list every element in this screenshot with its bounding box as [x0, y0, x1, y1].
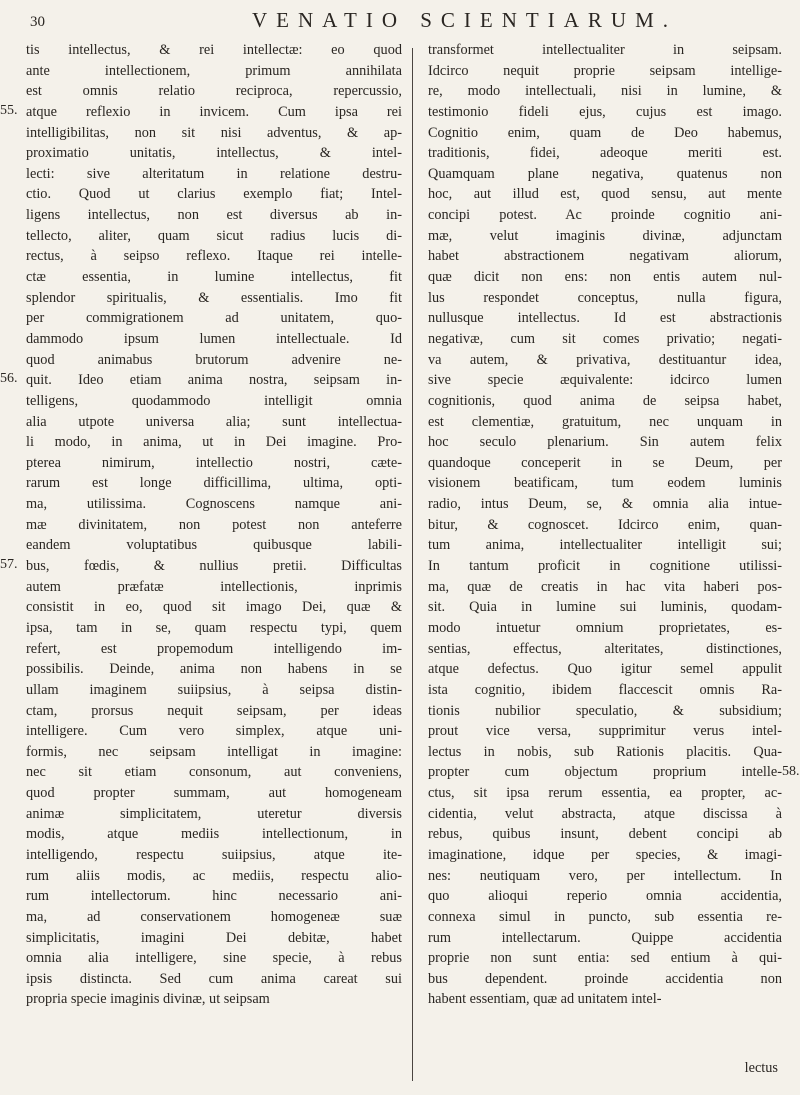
text-line: nullusque intellectus. Id est abstractionis: [428, 310, 782, 327]
text-line: re, modo intellectuali, nisi in lumine, &: [428, 83, 782, 100]
text-line: In tantum proficit in cognitione utilissi-: [428, 558, 782, 575]
text-line: intelligibilitas, non sit nisi adventus, & ap-: [26, 124, 402, 141]
text-line: va autem, & privativa, destituantur idea,: [428, 351, 782, 368]
text-line: ista cognitio, ibidem flaccescit omnis Ra-: [428, 681, 782, 698]
text-line: habent essentiam, quæ ad unitatem intel-: [428, 991, 662, 1008]
text-line: intelligendo, respectu suiipsius, atque ite-: [26, 846, 402, 863]
text-line: quit. Ideo etiam anima nostra, seipsam in-: [26, 372, 402, 389]
text-line: proximatio unitatis, intellectus, & intel-: [26, 145, 402, 162]
text-line: animæ simplicitatem, uteretur diversis: [26, 805, 402, 822]
text-line: bitur, & cognoscet. Idcirco enim, quan-: [428, 516, 782, 533]
text-line: est omnis relatio reciproca, repercussio,: [26, 83, 402, 100]
text-line: Cognitio enim, quam de Deo habemus,: [428, 124, 782, 141]
text-line: nes: neutiquam vero, per intellectum. In: [428, 867, 782, 884]
text-line: rum aliis modis, ac mediis, respectu alio-: [26, 867, 402, 884]
text-line: intelligere. Cum vero simplex, atque uni-: [26, 723, 402, 740]
text-line: pterea nimirum, intellectio nostri, cæte-: [26, 454, 402, 471]
text-line: simplicitatis, imagini Dei debitæ, habet: [26, 929, 402, 946]
paragraph-number: 58.: [782, 763, 800, 779]
text-line: telligens, quodammodo intelligit omnia: [26, 392, 402, 409]
text-line: habet abstractionem negativam aliorum,: [428, 248, 782, 265]
text-line: bus dependent. proinde accidentia non: [428, 970, 782, 987]
text-line: ullam imaginem suiipsius, à seipsa distin-: [26, 681, 402, 698]
text-line: refert, est propemodum intelligendo im-: [26, 640, 402, 657]
text-line: quæ dicit non ens: non entis autem nul-: [428, 269, 782, 286]
text-line: ctus, sit ipsa rerum essentia, ea propter, ac-: [428, 785, 782, 802]
text-line: quandoque conceperit in se Deum, per: [428, 454, 782, 471]
text-line: ctæ essentia, in lumine intellectus, fit: [26, 269, 402, 286]
text-line: negativæ, cum sit comes privatio; negati-: [428, 330, 782, 347]
text-line: imaginatione, idque per species, & imagi-: [428, 846, 782, 863]
text-line: quo alioqui reperio omnia accidentia,: [428, 888, 782, 905]
text-line: tionis nubilior speculatio, & subsidium;: [428, 702, 782, 719]
text-line: tellecto, aliter, quam sicut radius lucis di-: [26, 227, 402, 244]
text-line: Quamquam plane negativa, quatenus non: [428, 165, 782, 182]
text-line: proprie non sunt entia: sed entium à qui-: [428, 950, 782, 967]
text-line: lectus in nobis, sub Rationis placitis. Qua-: [428, 743, 782, 760]
text-line: concipi potest. Ac proinde cognitio ani-: [428, 207, 782, 224]
text-line: Idcirco nequit proprie seipsam intellige-: [428, 62, 782, 79]
text-line: ctam, prorsus nequit seipsam, per ideas: [26, 702, 402, 719]
text-line: autem præfatæ intellectionis, inprimis: [26, 578, 402, 595]
text-line: dammodo ipsum lumen intellectuale. Id: [26, 330, 402, 347]
column-divider: [412, 48, 413, 1081]
text-line: ctio. Quod ut clarius exemplo fiat; Intel-: [26, 186, 402, 203]
text-line: sentias, effectus, alteritates, distinctiones,: [428, 640, 782, 657]
text-line: quod animabus brutorum advenire ne-: [26, 351, 402, 368]
running-title: VENATIO SCIENTIARUM.: [252, 8, 677, 32]
text-line: sive specie æquivalente: idcirco lumen: [428, 372, 782, 389]
text-line: ma, utilissima. Cognoscens namque ani-: [26, 496, 402, 513]
text-line: propter cum objectum proprium intelle-: [428, 764, 782, 781]
page-number: 30: [30, 14, 45, 30]
text-line: possibilis. Deinde, anima non habens in se: [26, 661, 402, 678]
text-line: ipsis distincta. Sed cum anima careat sui: [26, 970, 402, 987]
text-line: alia utpote universa alia; sunt intellectua-: [26, 413, 402, 430]
text-line: testimonio fideli ejus, cujus est imago.: [428, 103, 782, 120]
text-line: cidentia, velut abstracta, atque discissa à: [428, 805, 782, 822]
text-line: mæ divinitatem, non potest non anteferre: [26, 516, 402, 533]
text-line: omnia alia intelligere, sine specie, à rebus: [26, 950, 402, 967]
text-line: per commigrationem ad unitatem, quo-: [26, 310, 402, 327]
text-line: consistit in eo, quod sit imago Dei, quæ &: [26, 599, 402, 616]
text-line: est clementiæ, gratuitum, nec unquam in: [428, 413, 782, 430]
text-line: splendor spiritualis, & essentialis. Imo fit: [26, 289, 402, 306]
catchword: lectus: [744, 1060, 778, 1076]
text-line: propria specie imaginis divinæ, ut seipsam: [26, 991, 270, 1008]
text-line: ante intellectionem, primum annihilata: [26, 62, 402, 79]
text-line: cognitionis, quod anima de seipsa habet,: [428, 392, 782, 409]
text-line: modo intuetur omnium proprietates, es-: [428, 619, 782, 636]
text-line: radio, intus Deum, se, & omnia alia intue-: [428, 496, 782, 513]
text-line: hoc seculo plenarium. Sin autem felix: [428, 434, 782, 451]
text-line: ma, quæ de creatis in hac vita haberi pos-: [428, 578, 782, 595]
left-text-column: [26, 40, 402, 1010]
text-line: tis intellectus, & rei intellectæ: eo quod: [26, 42, 402, 58]
page-header: [22, 6, 780, 40]
text-line: sit. Quia in lumine sui luminis, quodam-: [428, 599, 782, 616]
text-line: rectus, à seipso reflexo. Itaque rei intelle-: [26, 248, 402, 265]
text-line: rum intellectarum. Quippe accidentia: [428, 929, 782, 946]
text-line: rum intellectorum. hinc necessario ani-: [26, 888, 402, 905]
text-line: modis, atque mediis intellectionum, in: [26, 826, 402, 843]
paragraph-number: 55.: [0, 102, 18, 118]
paragraph-number: 57.: [0, 557, 18, 573]
text-line: rarum est longe difficillima, ultima, opti-: [26, 475, 402, 492]
text-line: li modo, in anima, ut in Dei imagine. Pro-: [26, 434, 402, 451]
text-line: lecti: sive alteritatum in relatione destru-: [26, 165, 402, 182]
text-line: eandem voluptatibus quibusque labili-: [26, 537, 402, 554]
text-line: atque defectus. Quo igitur semel appulit: [428, 661, 782, 678]
text-line: ipsa, tam in se, quam respectu typi, quem: [26, 619, 402, 636]
text-line: connexa simul in puncto, sub essentia re-: [428, 908, 782, 925]
paragraph-number: 56.: [0, 371, 18, 387]
text-line: hoc, aut illud est, quod sensu, aut mente: [428, 186, 782, 203]
text-line: lus respondet conceptus, nulla figura,: [428, 289, 782, 306]
text-line: transformet intellectualiter in seipsam.: [428, 42, 782, 58]
text-line: quod propter summam, aut homogeneam: [26, 785, 402, 802]
text-line: ligens intellectus, non est diversus ab in-: [26, 207, 402, 224]
text-line: rebus, quibus insunt, debent concipi ab: [428, 826, 782, 843]
text-line: prout vice versa, supprimitur verus intel-: [428, 723, 782, 740]
text-line: ma, ad conservationem homogeneæ suæ: [26, 908, 402, 925]
text-line: nec sit etiam consonum, aut conveniens,: [26, 764, 402, 781]
text-line: mæ, velut imaginis divinæ, adjunctam: [428, 227, 782, 244]
right-text-column: [428, 40, 782, 1010]
text-line: atque reflexio in invicem. Cum ipsa rei: [26, 103, 402, 120]
text-line: visionem beatificam, tum eodem luminis: [428, 475, 782, 492]
text-line: formis, nec seipsam intelligat in imagine:: [26, 743, 402, 760]
text-line: traditionis, fidei, adeoque meriti est.: [428, 145, 782, 162]
text-line: tum anima, intellectualiter intelligit sui;: [428, 537, 782, 554]
text-line: bus, fœdis, & nullius pretii. Difficultas: [26, 558, 402, 575]
